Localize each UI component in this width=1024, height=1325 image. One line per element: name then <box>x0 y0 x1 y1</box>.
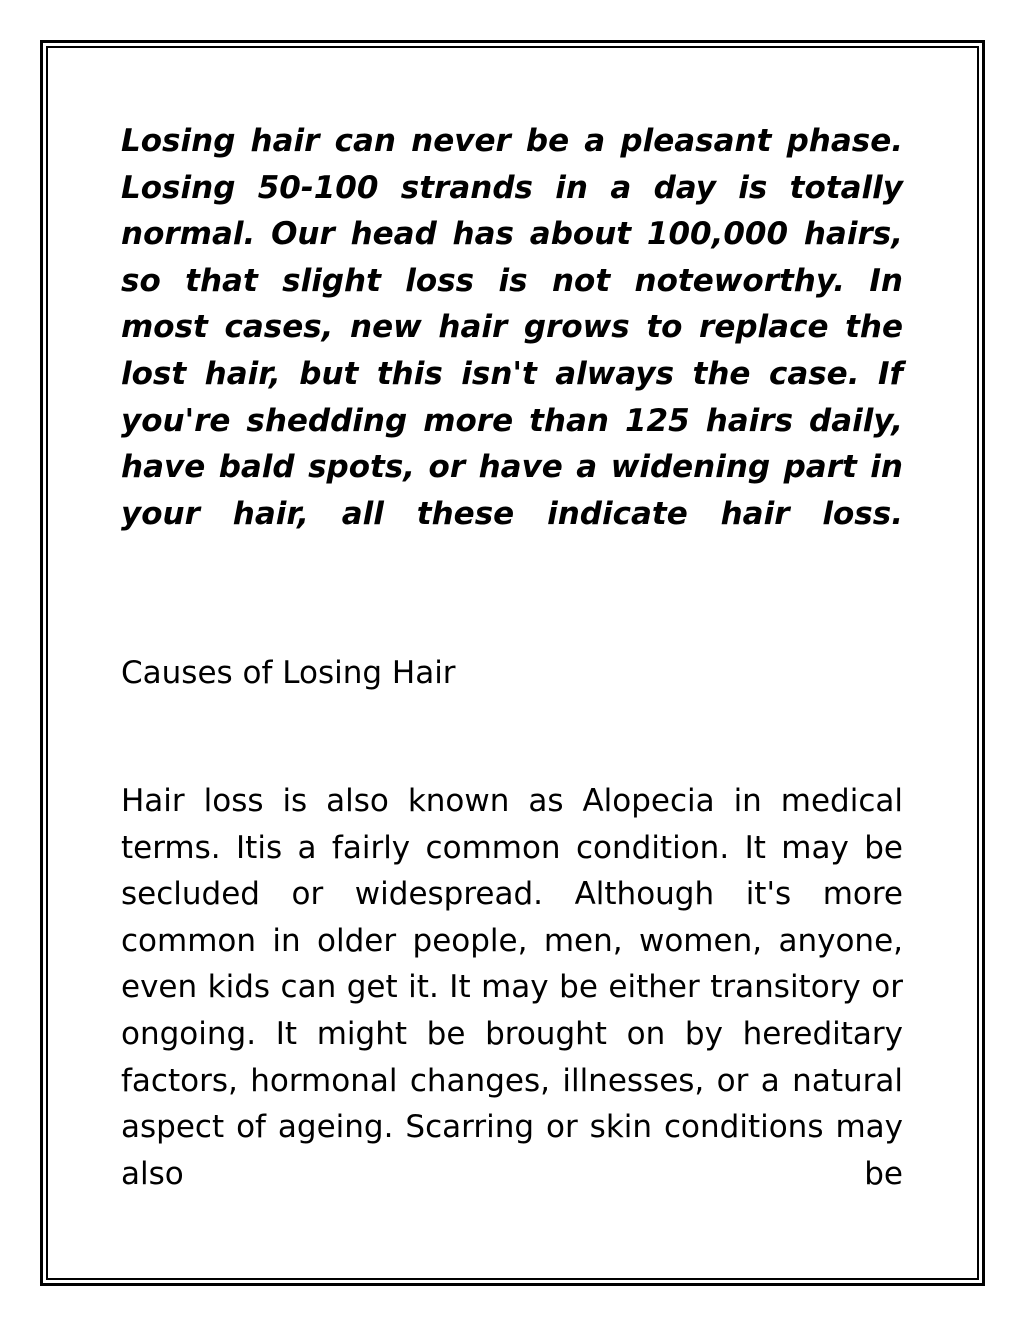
document-content <box>121 118 903 1192</box>
body-paragraph: Hair loss is also known as Alopecia in medical terms. Itis a fairly common condition. It may be secluded or widespread. Although it's more common in older people, men, women, anyone, even kids can get it. It may be either transitory or ongoing. It might be brought on by hereditary factors, hormonal changes, illnesses, or a natural aspect of ageing. Scarring or skin conditions may also be <box>121 783 903 1192</box>
section-heading: Causes of Losing Hair <box>121 655 456 691</box>
intro-paragraph: Losing hair can never be a pleasant phase. Losing 50-100 strands in a day is totally normal. Our head has about 100,000 hairs, so that slight loss is not noteworthy. In most cases, new hair grows to replace the lost hair, but this isn't always the case. If you're shedding more than 125 hairs daily, have bald spots, or have a widening part in your hair, all these indicate hair loss. <box>121 123 903 532</box>
